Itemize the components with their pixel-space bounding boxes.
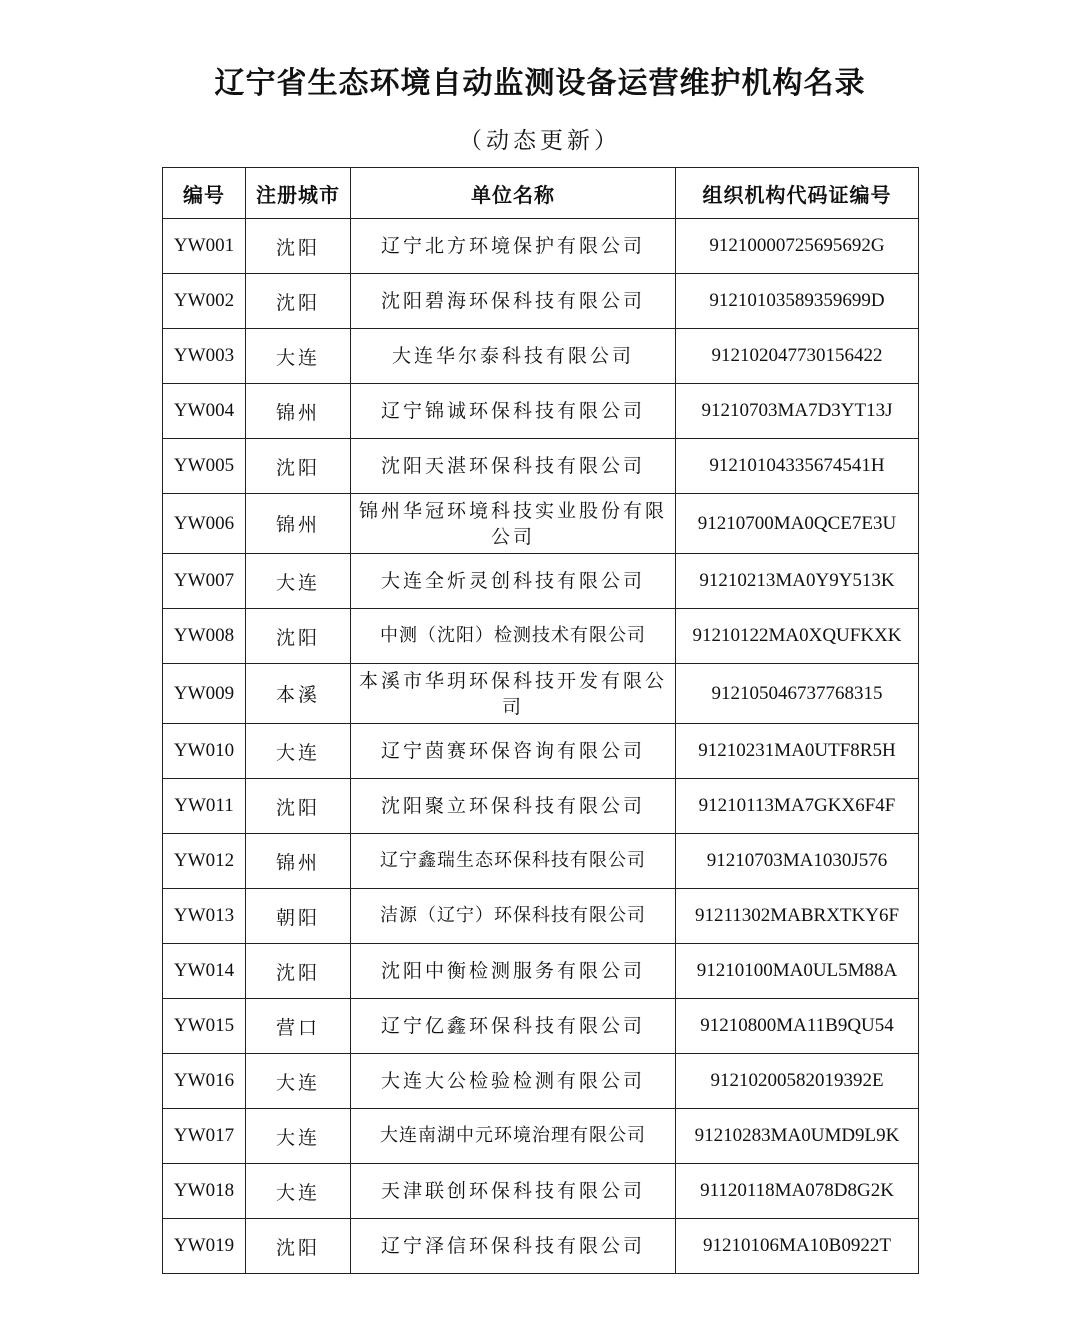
cell-city: 本溪 [246, 664, 351, 724]
table-row [163, 274, 919, 329]
cell-id: YW005 [163, 439, 246, 494]
cell-name: 沈阳中衡检测服务有限公司 [351, 944, 676, 999]
cell-code: 91210800MA11B9QU54 [676, 999, 919, 1054]
cell-name: 大连全炘灵创科技有限公司 [351, 554, 676, 609]
cell-name: 中测（沈阳）检测技术有限公司 [351, 609, 676, 664]
cell-city: 锦州 [246, 834, 351, 889]
cell-name: 锦州华冠环境科技实业股份有限公司 [351, 494, 676, 554]
cell-city: 大连 [246, 1109, 351, 1164]
table-row [163, 219, 919, 274]
cell-name: 沈阳碧海环保科技有限公司 [351, 274, 676, 329]
cell-code: 91210283MA0UMD9L9K [676, 1109, 919, 1164]
table-header-row [163, 168, 919, 219]
table-row [163, 944, 919, 999]
cell-name: 沈阳聚立环保科技有限公司 [351, 779, 676, 834]
cell-city: 营口 [246, 999, 351, 1054]
cell-city: 朝阳 [246, 889, 351, 944]
cell-name: 本溪市华玥环保科技开发有限公司 [351, 664, 676, 724]
document-title: 辽宁省生态环境自动监测设备运营维护机构名录 [214, 66, 866, 101]
cell-id: YW001 [163, 219, 246, 274]
cell-city: 大连 [246, 724, 351, 779]
cell-code: 91210100MA0UL5M88A [676, 944, 919, 999]
cell-id: YW016 [163, 1054, 246, 1109]
header-city: 注册城市 [246, 168, 351, 219]
cell-name: 辽宁茵赛环保咨询有限公司 [351, 724, 676, 779]
table-row [163, 439, 919, 494]
header-code: 组织机构代码证编号 [676, 168, 919, 219]
cell-city: 大连 [246, 1054, 351, 1109]
cell-city: 沈阳 [246, 1219, 351, 1274]
cell-id: YW014 [163, 944, 246, 999]
cell-id: YW013 [163, 889, 246, 944]
cell-name: 辽宁锦诚环保科技有限公司 [351, 384, 676, 439]
cell-id: YW011 [163, 779, 246, 834]
table-row [163, 834, 919, 889]
cell-city: 大连 [246, 329, 351, 384]
institution-table [162, 167, 919, 1274]
table-row [163, 329, 919, 384]
cell-name: 大连南湖中元环境治理有限公司 [351, 1109, 676, 1164]
table-row [163, 1054, 919, 1109]
cell-city: 沈阳 [246, 439, 351, 494]
cell-name: 辽宁泽信环保科技有限公司 [351, 1219, 676, 1274]
cell-code: 91210213MA0Y9Y513K [676, 554, 919, 609]
cell-name: 大连大公检验检测有限公司 [351, 1054, 676, 1109]
cell-city: 锦州 [246, 494, 351, 554]
cell-name: 大连华尔泰科技有限公司 [351, 329, 676, 384]
cell-id: YW004 [163, 384, 246, 439]
table-row [163, 384, 919, 439]
cell-id: YW012 [163, 834, 246, 889]
cell-id: YW002 [163, 274, 246, 329]
cell-code: 91210700MA0QCE7E3U [676, 494, 919, 554]
document-subtitle: （动态更新） [459, 128, 621, 154]
table-row [163, 664, 919, 724]
cell-id: YW007 [163, 554, 246, 609]
cell-city: 沈阳 [246, 779, 351, 834]
cell-code: 91120118MA078D8G2K [676, 1164, 919, 1219]
cell-name: 辽宁鑫瑞生态环保科技有限公司 [351, 834, 676, 889]
cell-code: 91210200582019392E [676, 1054, 919, 1109]
cell-city: 沈阳 [246, 609, 351, 664]
table-row [163, 779, 919, 834]
cell-id: YW003 [163, 329, 246, 384]
table-row [163, 494, 919, 554]
cell-name: 沈阳天湛环保科技有限公司 [351, 439, 676, 494]
cell-city: 大连 [246, 1164, 351, 1219]
cell-id: YW019 [163, 1219, 246, 1274]
cell-code: 91210106MA10B0922T [676, 1219, 919, 1274]
cell-id: YW017 [163, 1109, 246, 1164]
cell-name: 天津联创环保科技有限公司 [351, 1164, 676, 1219]
table-row [163, 889, 919, 944]
cell-name: 洁源（辽宁）环保科技有限公司 [351, 889, 676, 944]
table-row [163, 1219, 919, 1274]
table-row [163, 609, 919, 664]
cell-code: 912105046737768315 [676, 664, 919, 724]
table-row [163, 1109, 919, 1164]
cell-code: 91210122MA0XQUFKXK [676, 609, 919, 664]
table-row [163, 999, 919, 1054]
cell-id: YW008 [163, 609, 246, 664]
cell-id: YW015 [163, 999, 246, 1054]
cell-code: 91210000725695692G [676, 219, 919, 274]
cell-id: YW006 [163, 494, 246, 554]
cell-code: 912102047730156422 [676, 329, 919, 384]
cell-city: 锦州 [246, 384, 351, 439]
table-row [163, 554, 919, 609]
header-name: 单位名称 [351, 168, 676, 219]
cell-code: 91210104335674541H [676, 439, 919, 494]
cell-code: 91210113MA7GKX6F4F [676, 779, 919, 834]
table-row [163, 1164, 919, 1219]
cell-id: YW010 [163, 724, 246, 779]
cell-code: 91210231MA0UTF8R5H [676, 724, 919, 779]
cell-name: 辽宁北方环境保护有限公司 [351, 219, 676, 274]
cell-id: YW018 [163, 1164, 246, 1219]
cell-code: 91210703MA7D3YT13J [676, 384, 919, 439]
cell-code: 91211302MABRXTKY6F [676, 889, 919, 944]
cell-city: 沈阳 [246, 274, 351, 329]
cell-id: YW009 [163, 664, 246, 724]
cell-code: 91210703MA1030J576 [676, 834, 919, 889]
cell-name: 辽宁亿鑫环保科技有限公司 [351, 999, 676, 1054]
cell-city: 沈阳 [246, 219, 351, 274]
table-row [163, 724, 919, 779]
cell-city: 沈阳 [246, 944, 351, 999]
header-id: 编号 [163, 168, 246, 219]
cell-city: 大连 [246, 554, 351, 609]
cell-code: 91210103589359699D [676, 274, 919, 329]
